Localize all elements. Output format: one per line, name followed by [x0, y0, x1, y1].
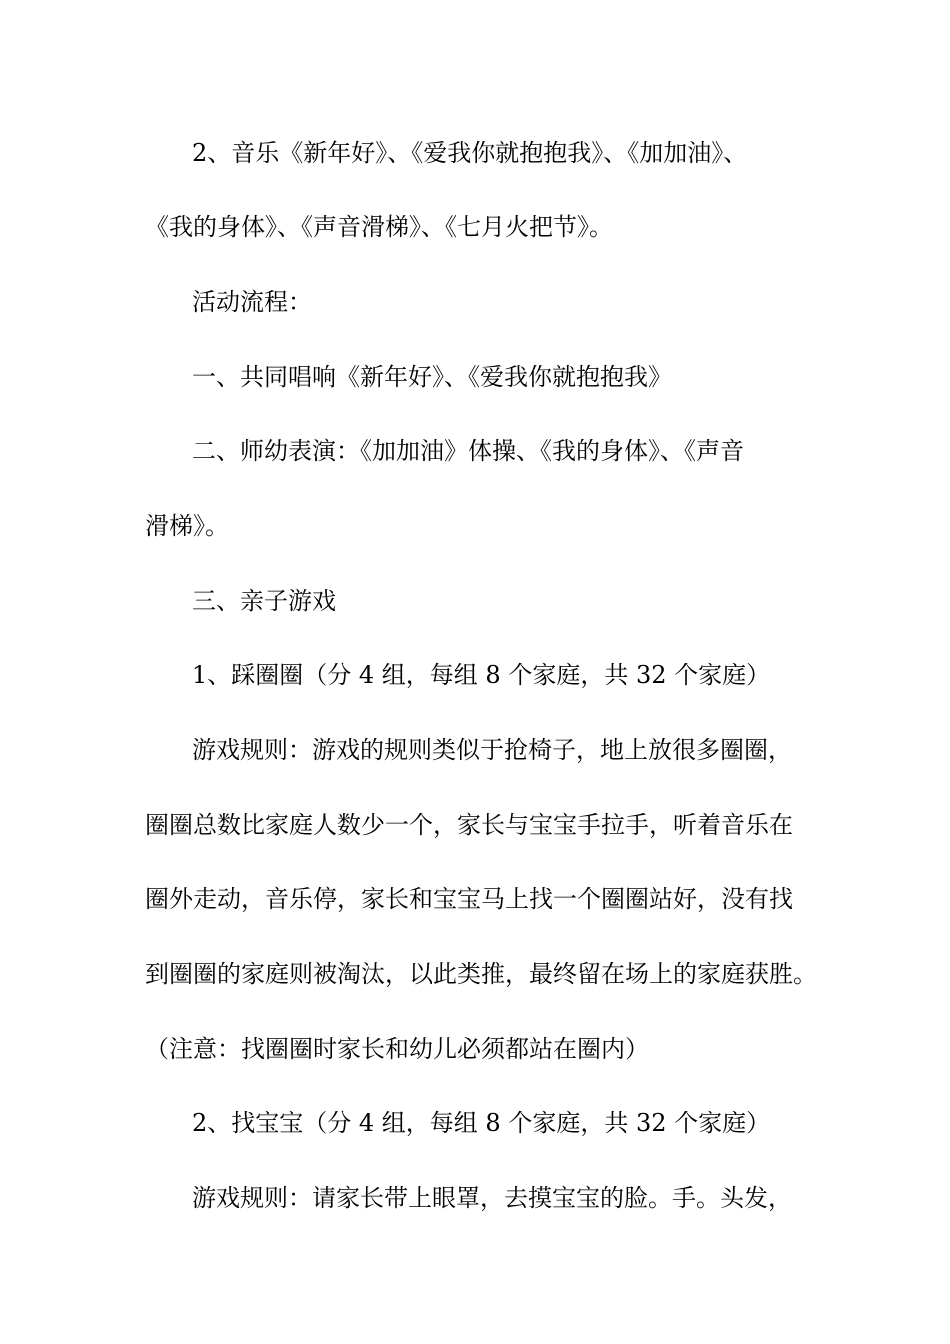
text-line-step-one: 一、共同唱响《新年好》、《爱我你就抱抱我》: [192, 363, 672, 391]
text-line-game-one-rules-3: 圈外走动，音乐停，家长和宝宝马上找一个圈圈站好，没有找: [145, 885, 793, 913]
text-line-game-two-title: 2、找宝宝（分 4 组，每组 8 个家庭，共 32 个家庭）: [192, 1109, 771, 1137]
text-line-step-three: 三、亲子游戏: [192, 587, 336, 615]
text-line-game-two-rules: 游戏规则：请家长带上眼罩，去摸宝宝的脸。手。头发，: [192, 1184, 792, 1212]
text-line-game-one-title: 1、踩圈圈（分 4 组，每组 8 个家庭，共 32 个家庭）: [192, 661, 771, 689]
text-line-game-one-rules-2: 圈圈总数比家庭人数少一个，家长与宝宝手拉手，听着音乐在: [145, 811, 793, 839]
text-line-game-one-note: （注意：找圈圈时家长和幼儿必须都站在圈内）: [145, 1035, 649, 1063]
text-line-game-one-rules-4: 到圈圈的家庭则被淘汰，以此类推，最终留在场上的家庭获胜。: [145, 960, 817, 988]
text-line-step-two: 二、师幼表演：《加加油》体操、《我的身体》、《声音: [192, 437, 744, 465]
text-line-step-two-cont: 滑梯》。: [145, 512, 229, 540]
text-line-game-one-rules: 游戏规则：游戏的规则类似于抢椅子，地上放很多圈圈，: [192, 736, 792, 764]
text-line-music-list-cont: 《我的身体》、《声音滑梯》、《七月火把节》。: [145, 213, 613, 241]
section-heading-activity-flow: 活动流程：: [192, 288, 312, 316]
text-line-music-list: 2、音乐《新年好》、《爱我你就抱抱我》、《加加油》、: [192, 139, 748, 167]
